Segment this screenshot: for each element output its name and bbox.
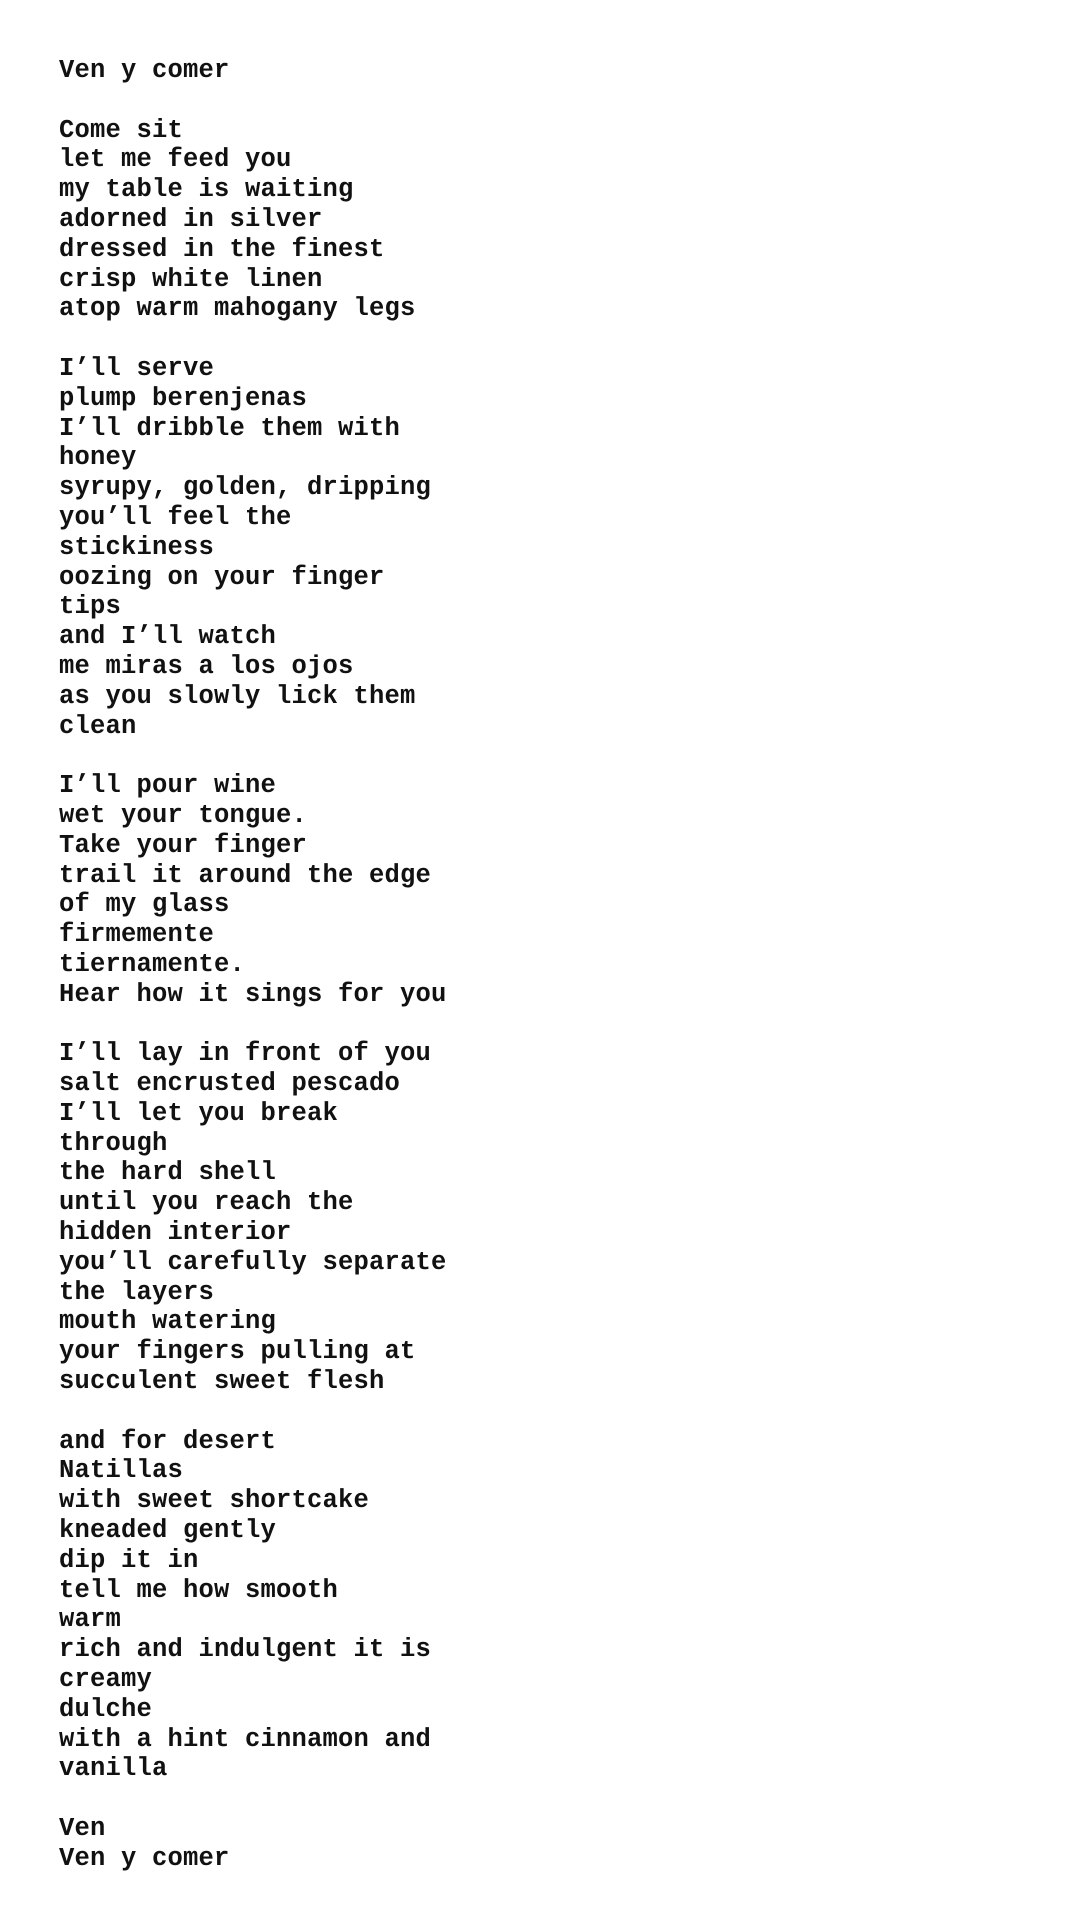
poem-line: vanilla xyxy=(59,1754,168,1784)
poem-line: the layers xyxy=(59,1277,215,1307)
poem-line: wet your tongue. xyxy=(59,800,308,830)
poem-line: my table is waiting xyxy=(59,175,354,205)
poem-line: as you slowly lick them xyxy=(59,681,416,711)
poem-line: and I’ll watch xyxy=(59,622,277,652)
stanza xyxy=(59,354,1059,741)
poem-line: Ven y comer xyxy=(59,1843,230,1873)
stanza xyxy=(59,1039,1059,1397)
poem-line: stickiness xyxy=(59,532,215,562)
poem-line: let me feed you xyxy=(59,145,292,175)
poem-line: the hard shell xyxy=(59,1158,277,1188)
stanza xyxy=(59,1814,1059,1874)
poem-line: kneaded gently xyxy=(59,1516,277,1546)
poem-line: oozing on your finger xyxy=(59,562,385,592)
poem-line: I’ll serve xyxy=(59,353,215,383)
poem-page xyxy=(59,56,1059,1874)
poem-line: and for desert xyxy=(59,1426,277,1456)
poem-line: Ven xyxy=(59,1814,106,1844)
poem-line: with sweet shortcake xyxy=(59,1486,370,1516)
poem-line: salt encrusted pescado xyxy=(59,1069,401,1099)
poem-line: warm xyxy=(59,1605,122,1635)
poem-line: tips xyxy=(59,592,122,622)
poem-body xyxy=(59,116,1059,1874)
poem-line: hidden interior xyxy=(59,1218,292,1248)
stanza xyxy=(59,1427,1059,1785)
poem-line: I’ll pour wine xyxy=(59,771,277,801)
poem-line: Hear how it sings for you xyxy=(59,979,447,1009)
poem-line: Natillas xyxy=(59,1456,184,1486)
stanza xyxy=(59,116,1059,325)
poem-line: crisp white linen xyxy=(59,264,323,294)
poem-line: I’ll dribble them with xyxy=(59,413,401,443)
poem-line: dip it in xyxy=(59,1545,199,1575)
poem-line: creamy xyxy=(59,1665,153,1695)
poem-line: succulent sweet flesh xyxy=(59,1367,385,1397)
poem-line: adorned in silver xyxy=(59,204,323,234)
poem-line: atop warm mahogany legs xyxy=(59,294,416,324)
poem-line: syrupy, golden, dripping xyxy=(59,473,432,503)
poem-line: I’ll lay in front of you xyxy=(59,1039,432,1069)
stanza xyxy=(59,771,1059,1009)
poem-line: dulche xyxy=(59,1694,153,1724)
poem-title: Ven y comer xyxy=(59,56,230,85)
poem-line: rich and indulgent it is xyxy=(59,1635,432,1665)
poem-line: Come sit xyxy=(59,115,184,145)
poem-line: through xyxy=(59,1128,168,1158)
poem-line: clean xyxy=(59,711,137,741)
poem-line: of my glass xyxy=(59,890,230,920)
poem-line: honey xyxy=(59,443,137,473)
poem-line: you’ll carefully separate xyxy=(59,1247,447,1277)
poem-line: plump berenjenas xyxy=(59,383,308,413)
poem-line: with a hint cinnamon and xyxy=(59,1724,432,1754)
poem-line: Take your finger xyxy=(59,830,308,860)
poem-line: tell me how smooth xyxy=(59,1575,339,1605)
poem-line: until you reach the xyxy=(59,1188,354,1218)
poem-line: dressed in the finest xyxy=(59,234,385,264)
poem-line: you’ll feel the xyxy=(59,502,292,532)
poem-line: mouth watering xyxy=(59,1307,277,1337)
poem-line: tiernamente. xyxy=(59,949,246,979)
poem-line: firmemente xyxy=(59,920,215,950)
poem-line: I’ll let you break xyxy=(59,1098,339,1128)
poem-line: your fingers pulling at xyxy=(59,1337,416,1367)
poem-line: me miras a los ojos xyxy=(59,651,354,681)
poem-line: trail it around the edge xyxy=(59,860,432,890)
